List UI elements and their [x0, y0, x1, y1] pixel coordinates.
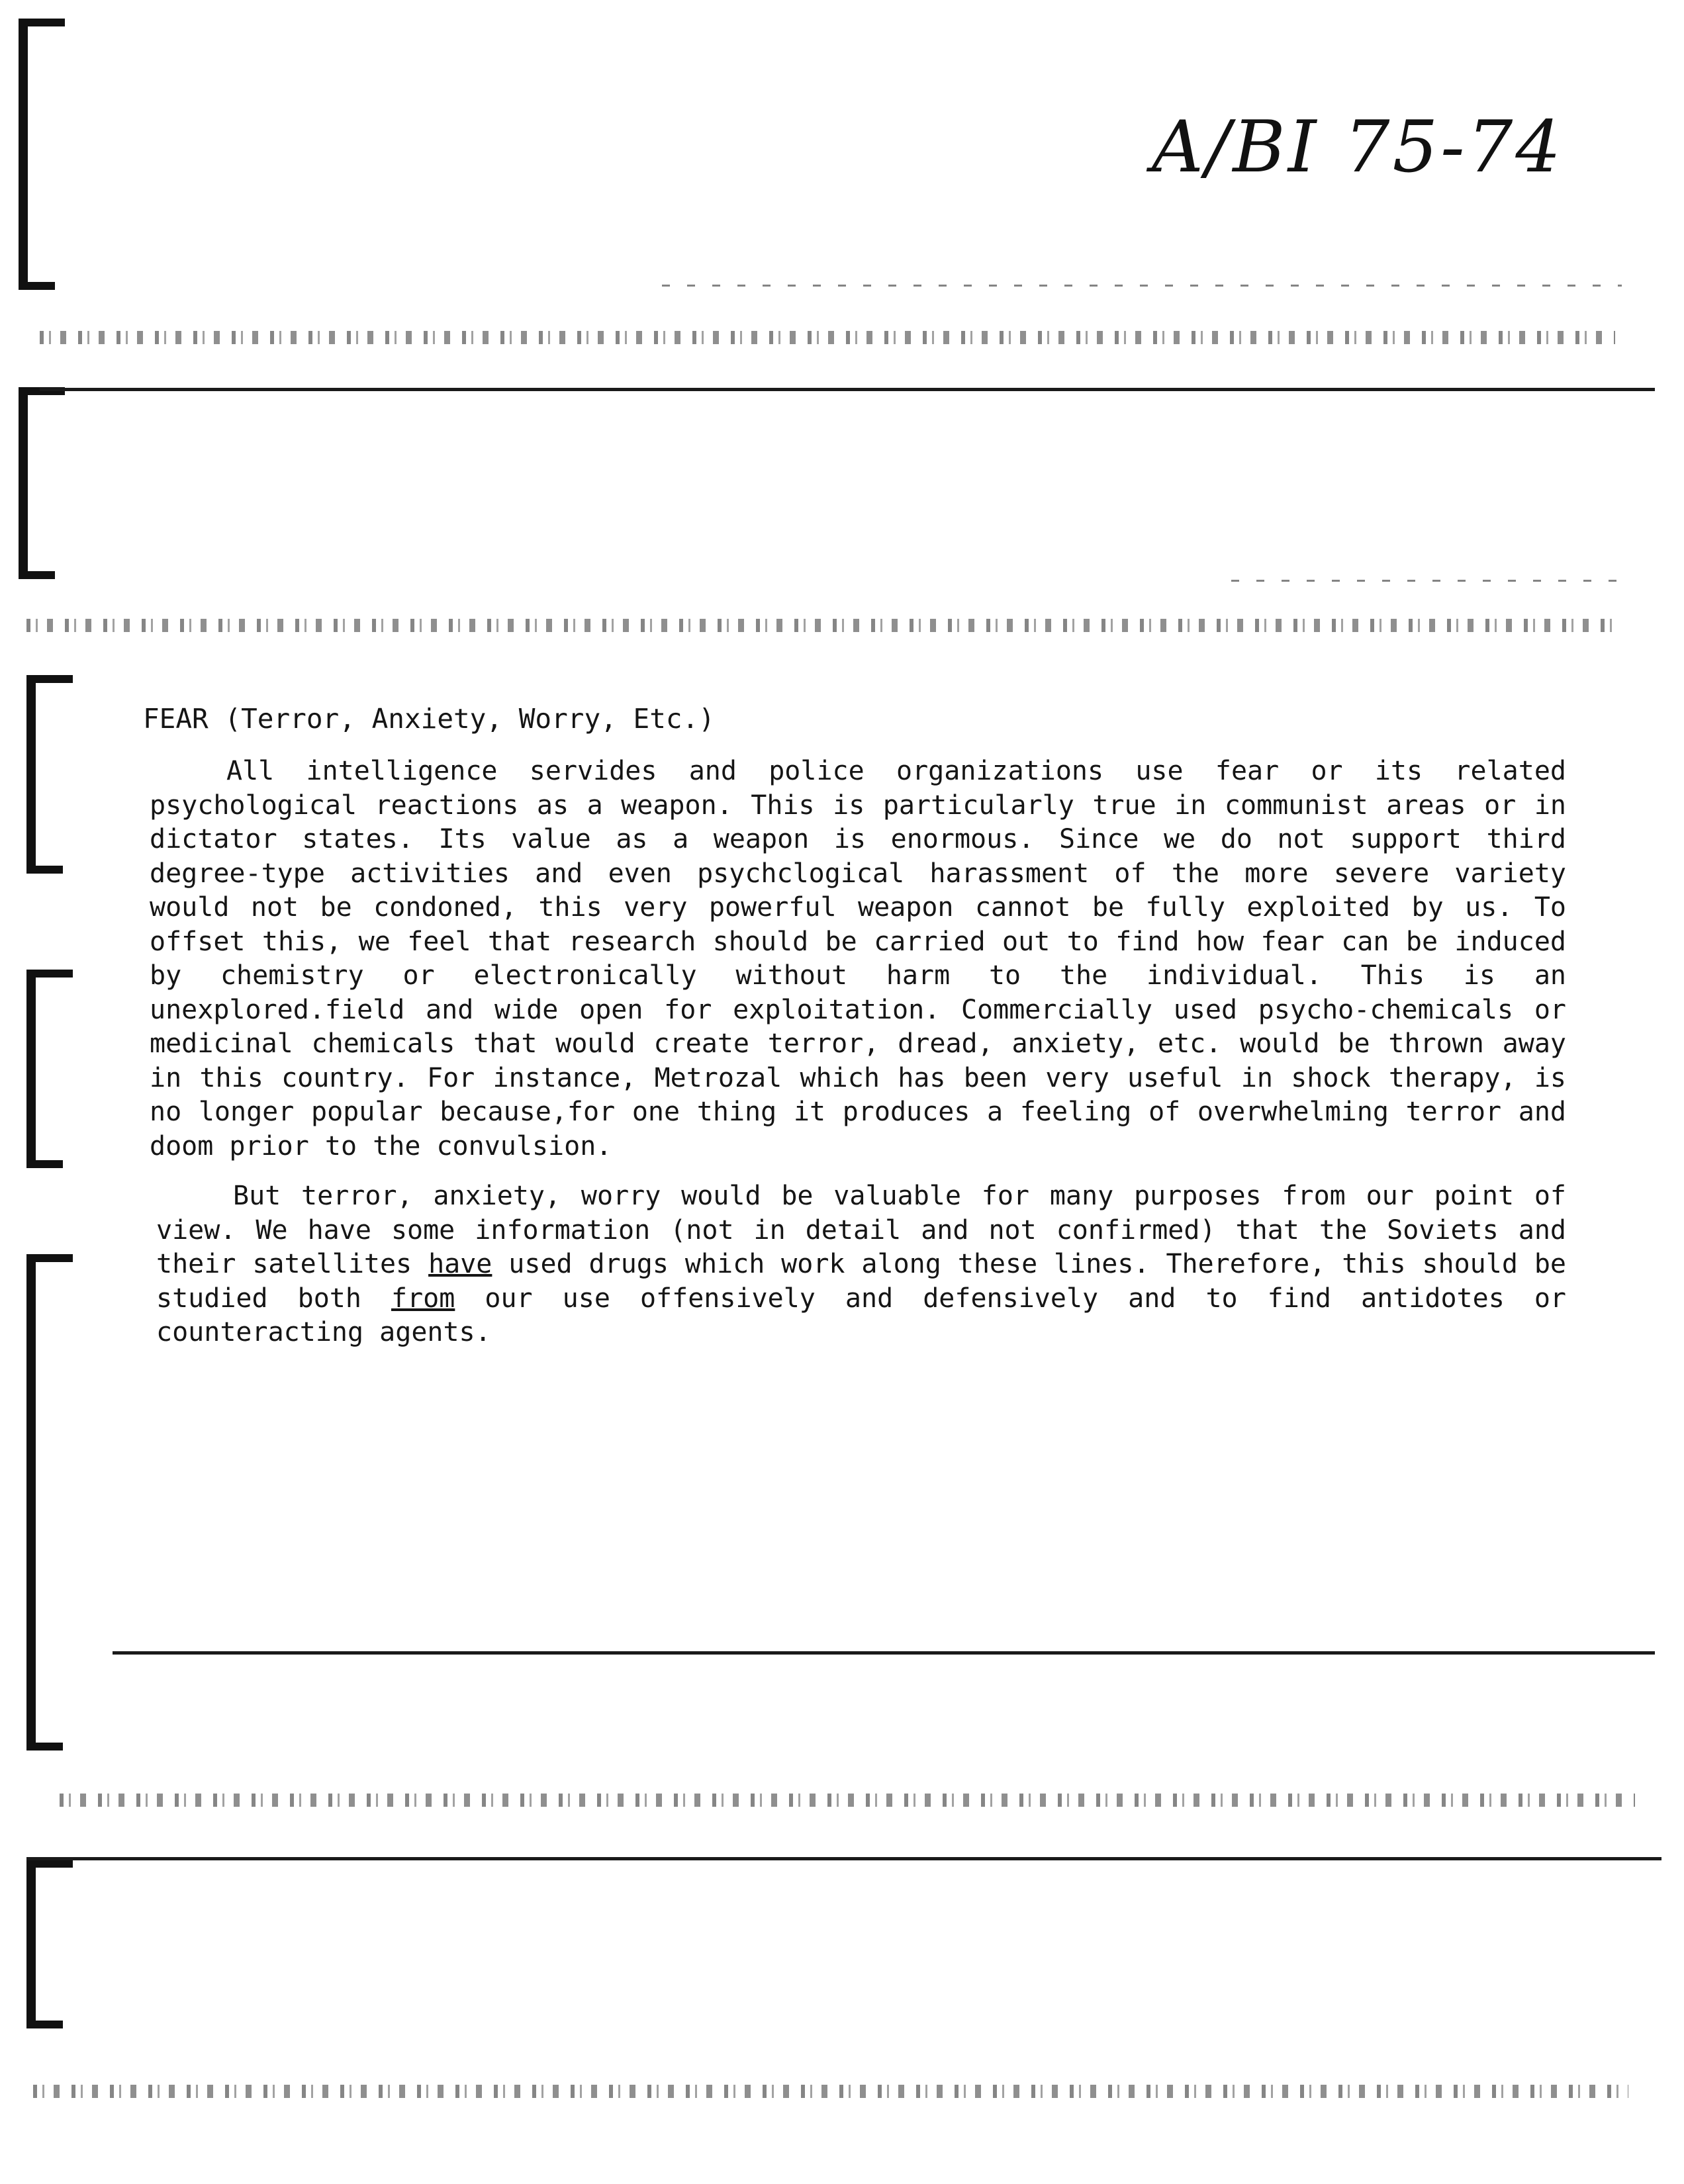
scan-noise-band — [40, 331, 1615, 344]
horizontal-rule — [40, 388, 1655, 391]
paragraph-text: used drugs which work along these lines. Therefore, this should be studied both — [156, 1249, 1566, 1314]
binder-bracket-6 — [26, 1860, 36, 2028]
document-title: FEAR (Terror, Anxiety, Worry, Etc.) — [143, 703, 715, 735]
paragraph-text: But terror, anxiety, worry would be valuable for many purposes from our point of view. We have some information (not in detail and not confirmed) that the Soviets and their satellites — [156, 1181, 1566, 1279]
dotted-rule — [662, 285, 1622, 287]
dotted-rule — [1231, 580, 1622, 582]
handwritten-document-number: A/BI 75-74 — [1152, 106, 1564, 189]
binder-bracket-5 — [26, 1254, 36, 1751]
binder-bracket-1 — [19, 19, 28, 290]
body-paragraph-2 — [156, 1179, 1566, 1350]
paragraph-text: our use offensively and defensively and to find antidotes or counteracting agents. — [156, 1283, 1566, 1347]
underlined-word: from — [391, 1283, 455, 1314]
binder-bracket-4 — [26, 970, 36, 1168]
horizontal-rule — [26, 1857, 1661, 1860]
horizontal-rule — [113, 1651, 1655, 1655]
binder-bracket-3 — [26, 675, 36, 874]
scan-noise-band — [60, 1794, 1635, 1807]
scan-noise-band — [26, 619, 1615, 632]
body-paragraph-1: All intelligence servides and police organizations use fear or its related psychological reactions as a weapon. This is particularly true in communist areas or in dictator states. Its value as a weapon is enormous. Since we do not support third degree-type activities and even psychclogical harassment of the more severe variety would not be condoned, this very powerful weapon cannot be fully exploited by us. To offset this, we feel that research should be carried out to find how fear can be induced by chemistry or electronically without harm to the individual. This is an unexplored.field and wide open for exploitation. Commercially used psycho-chemicals or medicinal chemicals that would create terror, dread, anxiety, etc. would be thrown away in this country. For instance, Metrozal which has been very useful in shock therapy, is no longer popular because,for one thing it produces a feeling of overwhelming terror and doom prior to the convulsion. — [150, 756, 1566, 1161]
underlined-word: have — [428, 1249, 492, 1279]
binder-bracket-2 — [19, 387, 28, 579]
scan-noise-band — [33, 2085, 1628, 2098]
